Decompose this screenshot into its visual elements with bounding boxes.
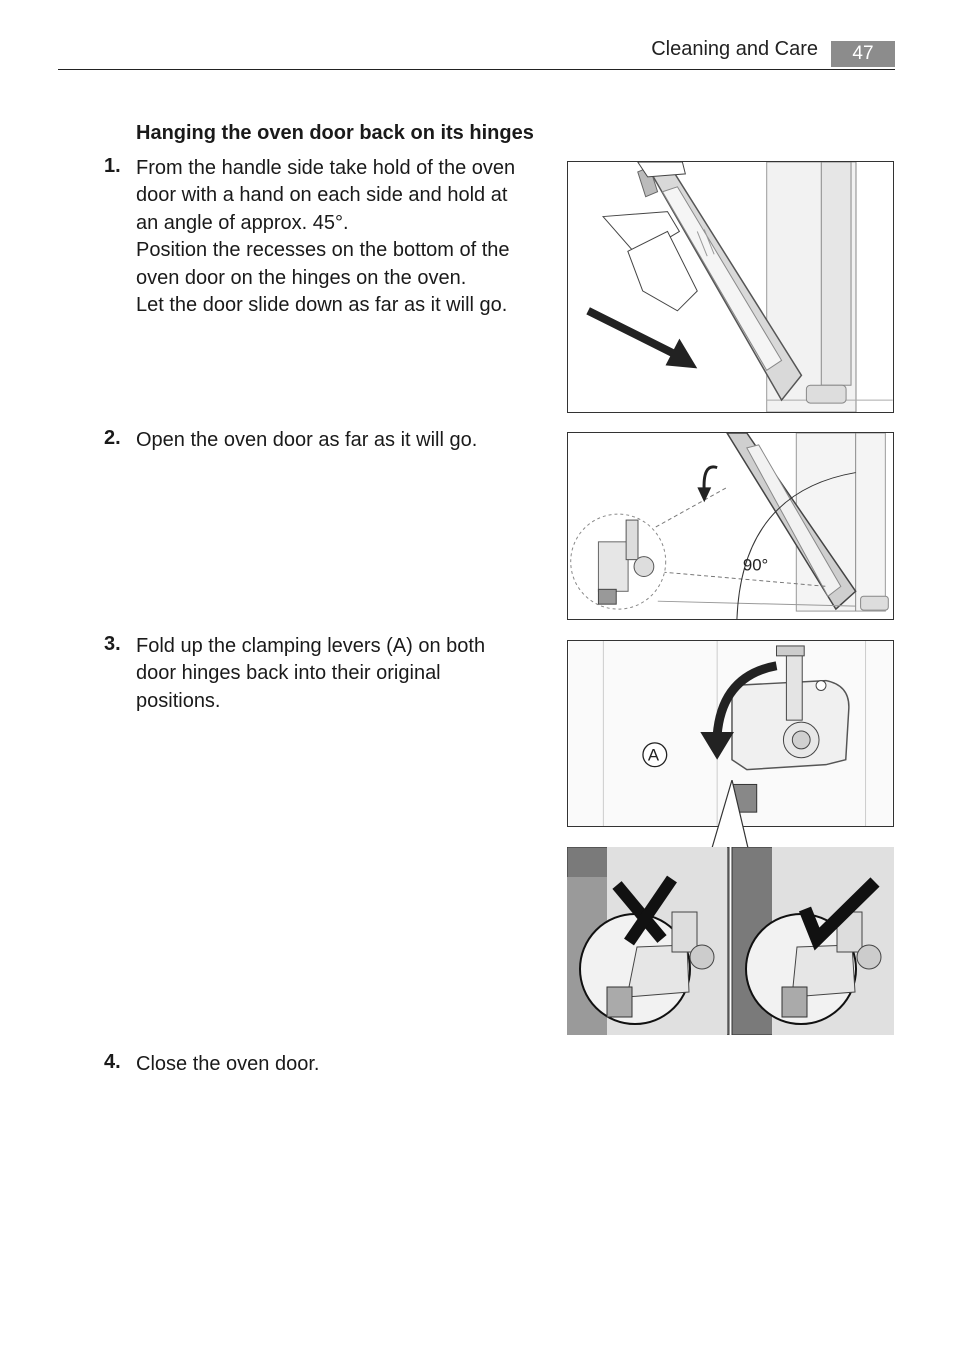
step-3-text — [136, 633, 556, 715]
hang-door-illustration — [568, 162, 893, 412]
callout-a-label: A — [647, 745, 660, 765]
angle-label: 90° — [742, 555, 769, 575]
figure-lever-comparison — [567, 847, 894, 1035]
step-4-number: 4. — [104, 1051, 121, 1073]
open-door-illustration — [568, 433, 893, 619]
header-divider — [58, 69, 895, 70]
step-1-line: Let the door slide down as far as it will go. — [136, 294, 508, 317]
figure-open-door — [567, 432, 894, 620]
step-1-line: oven door on the hinges on the oven. — [136, 266, 467, 289]
step-2-text — [136, 427, 556, 454]
step-1-line: door with a hand on each side and hold at — [136, 184, 508, 207]
step-3-line: Fold up the clamping levers (A) on both — [136, 635, 486, 657]
page-number: 47 — [831, 41, 895, 67]
figure-hang-door — [567, 161, 894, 413]
step-1-line: an angle of approx. 45°. — [136, 211, 349, 234]
section-title: Cleaning and Care — [651, 38, 818, 60]
step-3-line: door hinges back into their original — [136, 662, 441, 685]
step-2-number: 2. — [104, 427, 121, 449]
section-heading: Hanging the oven door back on its hinges — [136, 122, 534, 144]
step-3-number: 3. — [104, 633, 121, 655]
step-3-line: positions. — [136, 689, 221, 712]
step-1-line: Position the recesses on the bottom of the — [136, 239, 510, 262]
detail-pointer — [700, 780, 760, 850]
step-4-line: Close the oven door. — [136, 1053, 320, 1075]
step-1-text — [136, 155, 556, 319]
step-1-line: From the handle side take hold of the oven — [136, 157, 516, 179]
lever-comparison-illustration — [567, 847, 894, 1035]
step-1-number: 1. — [104, 155, 121, 177]
step-2-line: Open the oven door as far as it will go. — [136, 429, 478, 451]
step-4-text — [136, 1051, 556, 1078]
